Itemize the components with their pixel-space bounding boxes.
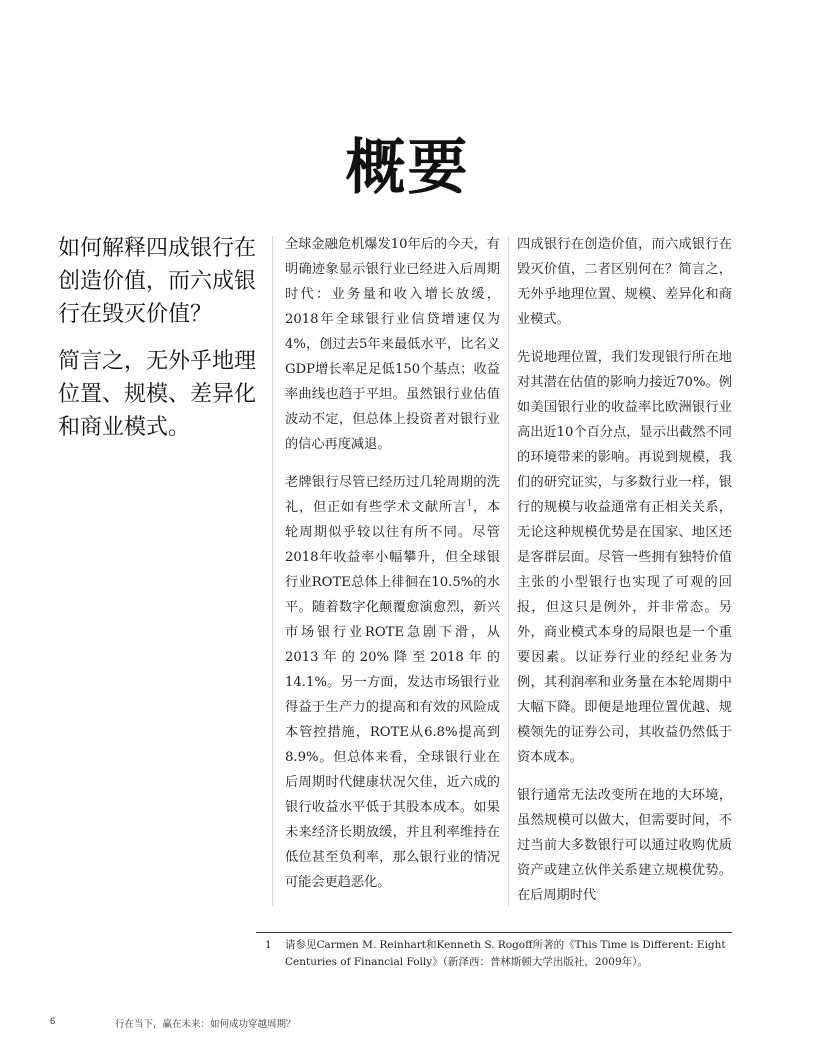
paragraph-text: 老牌银行尽管已经历过几轮周期的洗礼，但正如有些学术文献所言 — [285, 475, 500, 515]
page-title: 概要 — [345, 133, 470, 204]
lead-question: 如何解释四成银行在创造价值，而六成银行在毁灭价值？ — [58, 236, 257, 327]
lead-summary — [58, 232, 263, 458]
page-number: 6 — [50, 1016, 56, 1027]
footnote-number: 1 — [265, 939, 272, 951]
running-title: 行在当下，赢在未来：如何成功穿越周期？ — [115, 1019, 296, 1030]
body-column-2 — [517, 232, 732, 921]
column-divider — [508, 236, 509, 906]
lead-answer: 简言之，无外乎地理位置、规模、差异化和商业模式。 — [58, 349, 257, 440]
paragraph — [285, 470, 500, 895]
paragraph: 银行通常无法改变所在地的大环境，虽然规模可以做大，但需要时间，不过当前大多数银行可以通过收购优质资产或建立伙伴关系建立规模优势。在后周期时代 — [517, 788, 732, 903]
paragraph-text: ，本轮周期似乎较以往有所不同。尽管2018年收益率小幅攀升，但全球银行业ROTE总体上徘徊在10.5%的水平。随着数字化颠覆愈演愈烈，新兴市场银行业ROTE急剧下滑，从2013年的20%降至2018年的14.1%。另一方面，发达市场银行业得益于生产力的提高和有效的风险成本管控措施，ROTE从6.8%提高到8.9%。但总体来看，全球银行业在后周期时代健康状况欠佳，近六成的银行收益水平低于其股本成本。如果未来经济长期放缓，并且利率维持在低位甚至负利率，那么银行业的情况可能会更趋恶化。 — [285, 500, 501, 890]
paragraph: 全球金融危机爆发10年后的今天，有明确迹象显示银行业已经进入后周期时代：业务量和收入增长放缓，2018年全球银行业信贷增速仅为4%，创过去5年来最低水平，比名义GDP增长率足足低150个基点；收益率曲线也趋于平坦。虽然银行业估值波动不定，但总体上投资者对银行业的信心再度减退。 — [285, 237, 500, 452]
footnote-divider — [256, 932, 732, 933]
column-divider — [272, 236, 273, 906]
footnote-text: 请参见Carmen M. Reinhart和Kenneth S. Rogoff所著的《This Time is Different: Eight Centuries of Financial Folly》（新泽西：普林斯顿大学出版社，2009年）。 — [285, 939, 726, 968]
paragraph: 四成银行在创造价值，而六成银行在毁灭价值，二者区别何在？简言之，无外乎地理位置、规模、差异化和商业模式。 — [517, 237, 732, 327]
paragraph: 先说地理位置，我们发现银行所在地对其潜在估值的影响力接近70%。例如美国银行业的收益率比欧洲银行业高出近10个百分点，显示出截然不同的环境带来的影响。再说到规模，我们的研究证实，与多数行业一样，银行的规模与收益通常有正相关关系，无论这种规模优势是在国家、地区还是客群层面。尽管一些拥有独特价值主张的小型银行也实现了可观的回报，但这只是例外，并非常态。另外，商业模式本身的局限也是一个重要因素。以证券行业的经纪业务为例，其利润率和业务量在本轮周期中大幅下降。即便是地理位置优越、规模领先的证券公司，其收益仍然低于资本成本。 — [517, 350, 732, 765]
footnote — [265, 937, 735, 971]
body-column-1 — [285, 232, 500, 908]
footnote-ref[interactable]: 1 — [466, 498, 473, 508]
